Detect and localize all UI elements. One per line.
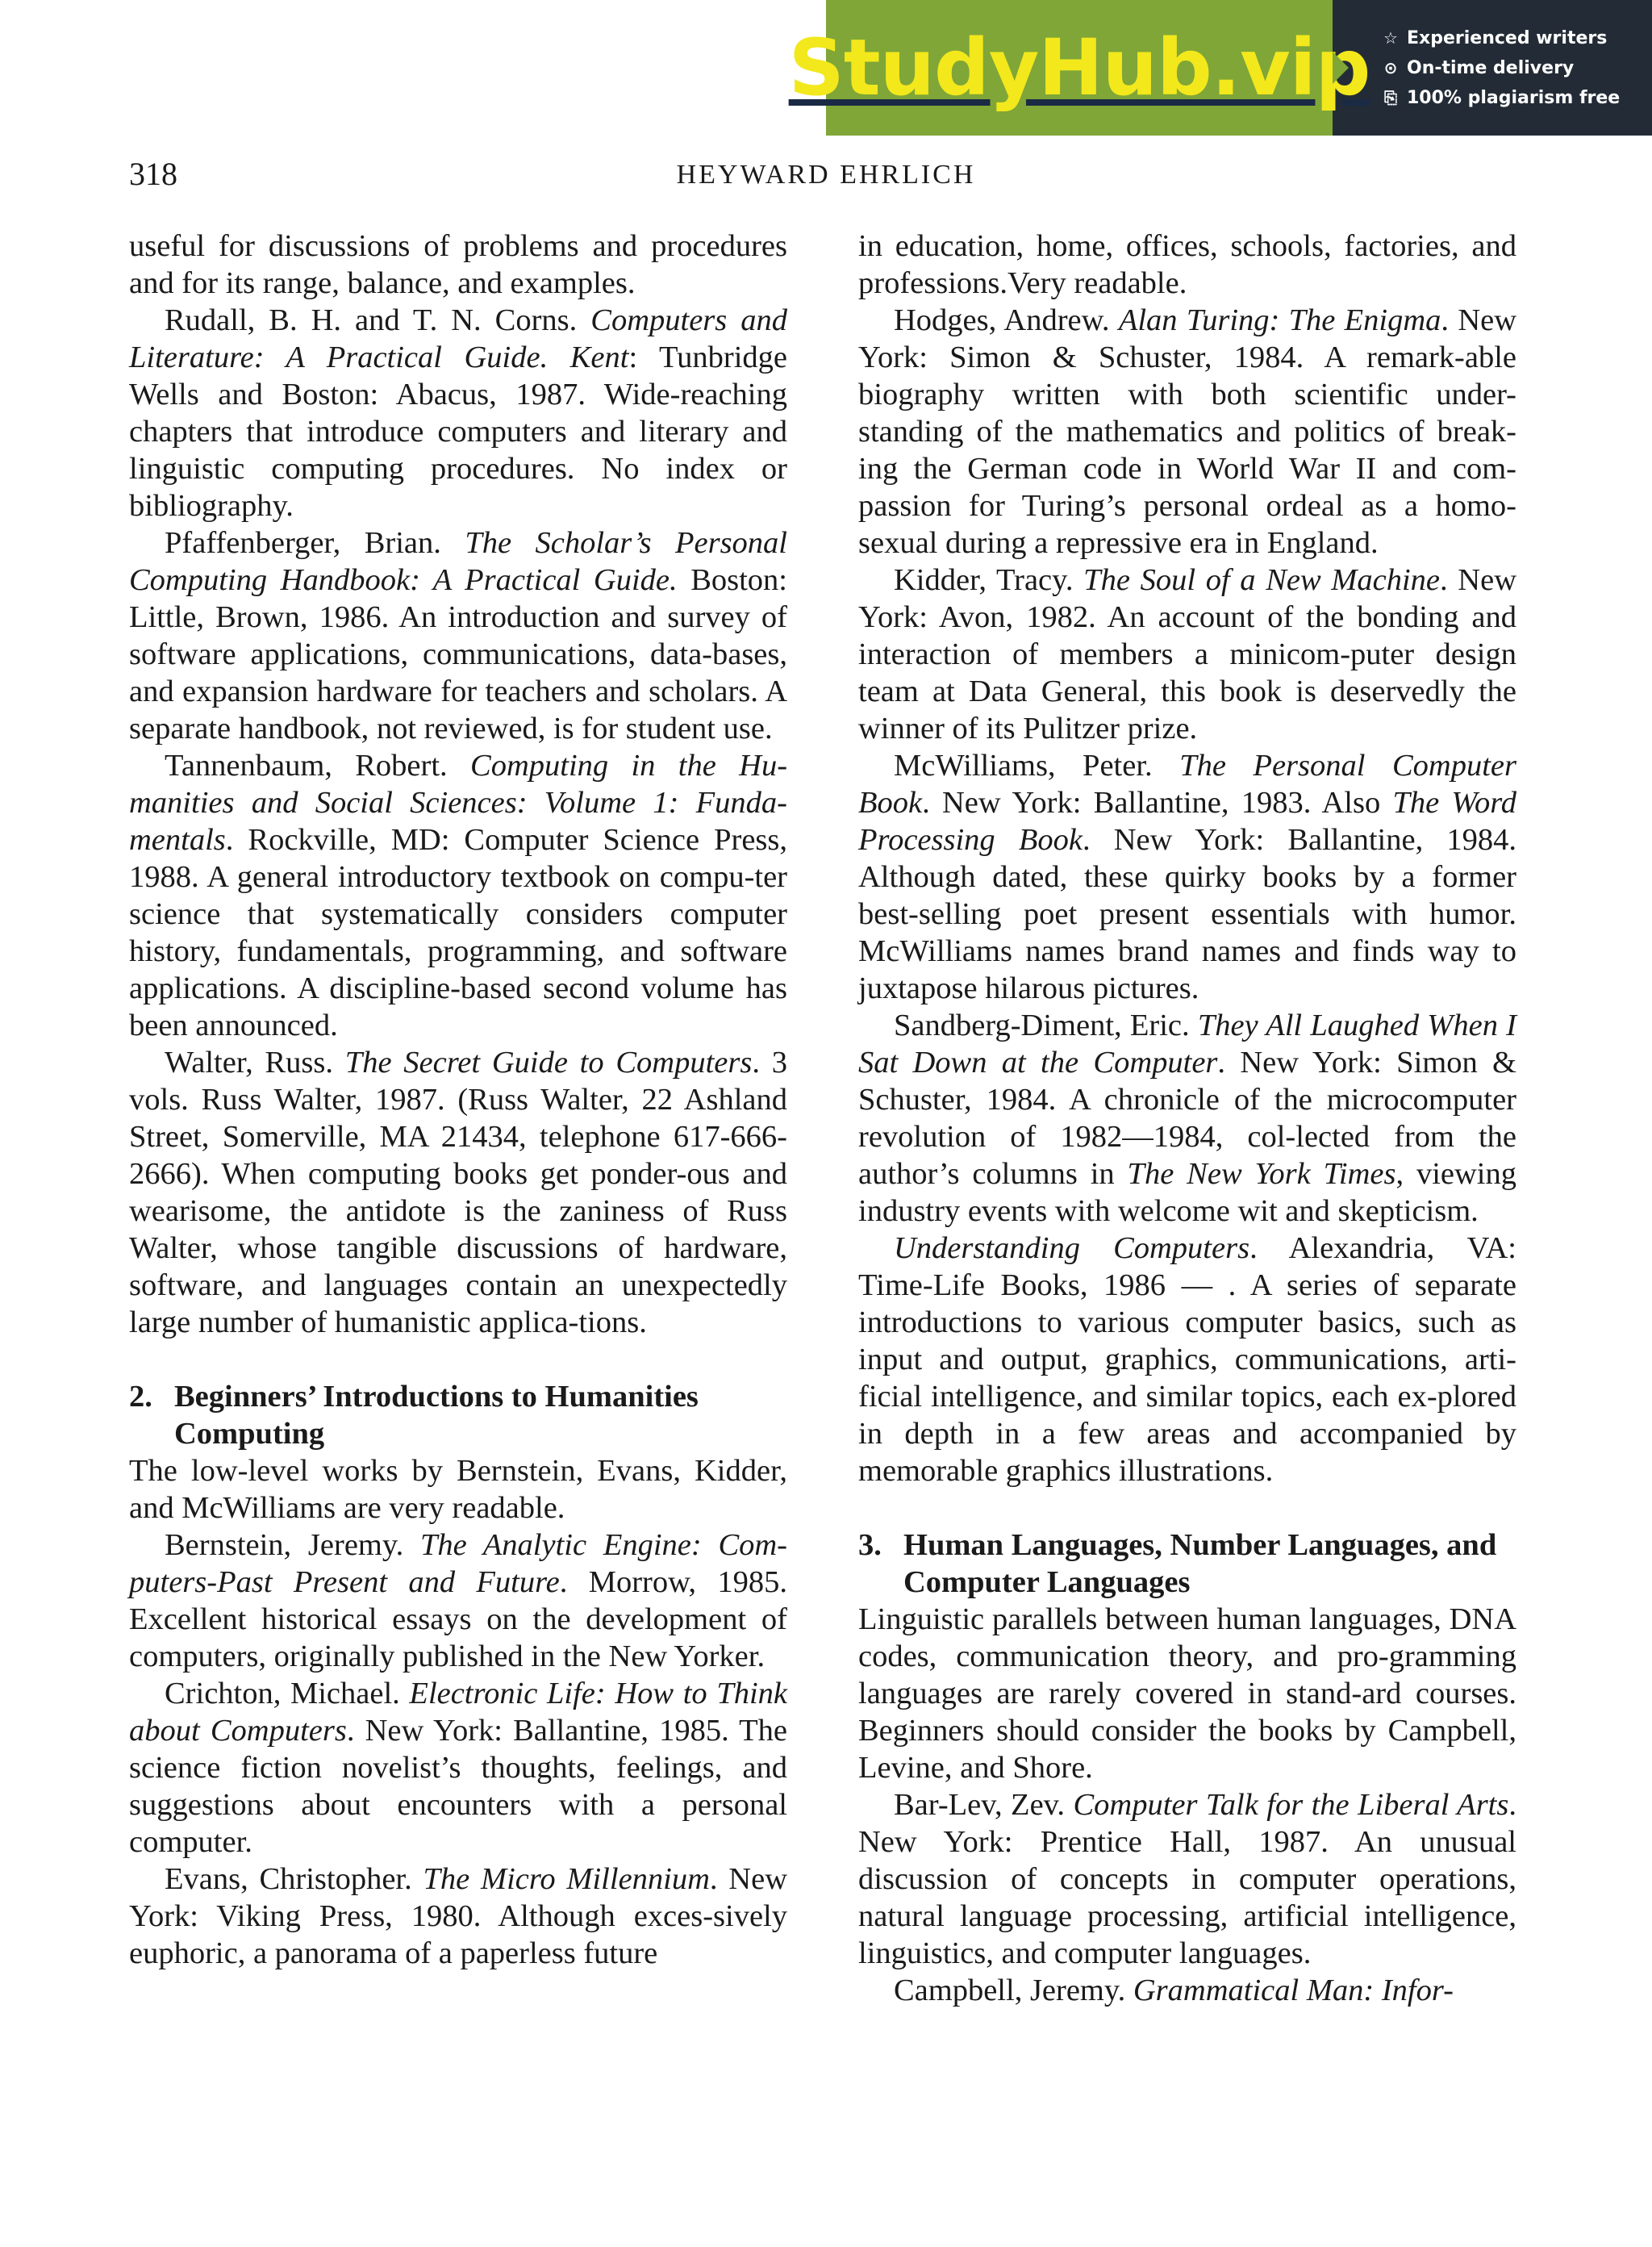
entry-title: The Micro Millennium <box>423 1862 710 1896</box>
section-intro: Linguistic parallels between human languages, DNA codes, communication theory, and pro-gramming languages are rarely covered in stand-ard courses. Beginners should consider the books by Campbell, Levine, and Shore. <box>858 1602 1516 1785</box>
paragraph: useful for discussions of problems and procedures and for its range, balance, and examples. <box>129 229 787 300</box>
ad-banner[interactable] <box>788 0 1652 136</box>
entry-text: . Alexandria, VA: Time-Life Books, 1986 — . A series of separate introductions to various computer basics, such as input and output, graphics, communications, arti-ficial intelligence, and similar topics, each ex-plored in depth in a few areas and accompanied by memorable graphics illustrations. <box>858 1231 1517 1488</box>
bib-entry-kidder <box>858 562 1516 747</box>
bib-entry-rudall <box>129 302 787 524</box>
star-icon: ☆ <box>1383 28 1398 48</box>
right-column <box>858 228 1516 2009</box>
running-head: HEYWARD EHRLICH <box>676 160 976 190</box>
document-icon: ⎘ <box>1384 88 1397 107</box>
entry-text: Boston: Little, Brown, 1986. An introduction and survey of software applications, communications, data-bases, and expansion hardware for teachers and scholars. A separate handbook, not reviewed, is for student use. <box>129 563 787 746</box>
feature-label: On-time delivery <box>1407 57 1575 78</box>
entry-author: Bernstein, Jeremy. <box>165 1528 404 1562</box>
entry-author: Sandberg-Diment, Eric. <box>894 1009 1190 1042</box>
section-number: 2. <box>129 1380 152 1414</box>
entry-text: . New York: Avon, 1982. An account of the bonding and interaction of members a minicom-puter design team at Data General, this book is deservedly the winner of its Pulitzer prize. <box>858 563 1516 746</box>
entry-text: . New York: Prentice Hall, 1987. An unusual discussion of concepts in computer operations, natural language processing, artificial intelligence, linguistics, and computer languages. <box>858 1788 1516 1970</box>
entry-author: Hodges, Andrew. <box>894 303 1110 337</box>
entry-text: . 3 vols. Russ Walter, 1987. (Russ Walter, 22 Ashland Street, Somerville, MA 21434, telephone 617-666-2666). When computing books get ponder-ous and wearisome, the antidote is the zaniness of Russ Walter, whose tangible discussions of hardware, software, and languages contain an unexpectedly large number of humanistic applica-tions. <box>129 1046 787 1339</box>
entry-text: . Morrow, 1985. Excellent historical essays on the development of computers, originally published in the New Yorker. <box>129 1565 787 1673</box>
bib-entry-hodges <box>858 302 1516 562</box>
entry-author: McWilliams, Peter. <box>894 749 1153 783</box>
bib-entry-bar-lev <box>858 1786 1516 1972</box>
entry-title: Understanding Computers <box>894 1231 1250 1265</box>
feature-experienced-writers <box>1381 28 1652 48</box>
bib-entry-tannenbaum <box>129 747 787 1044</box>
page-number: 318 <box>129 156 177 192</box>
banner-arrow-icon <box>1333 52 1349 84</box>
entry-title: Grammatical Man: Infor- <box>1133 1973 1454 2007</box>
entry-title: The Personal Computer Book <box>858 749 1516 820</box>
entry-text: . New York: Viking Press, 1980. Although exces-sively euphoric, a panorama of a paperless future <box>129 1862 787 1970</box>
bib-entry-understanding-computers <box>858 1230 1516 1489</box>
entry-title-secondary: The Word Processing Book <box>858 786 1517 857</box>
entry-title: The Scholar’s Personal Computing Handbook: A Practical Guide. <box>129 526 787 597</box>
bib-entry-crichton <box>129 1675 787 1861</box>
entry-text: . Rockville, MD: Computer Science Press, 1988. A general introductory textbook on compu-ter science that systematically considers computer history, fundamentals, programming, and software applications. A discipline-based second volume has been announced. <box>129 823 787 1042</box>
entry-text: . New York: Ballantine, 1983. Also <box>922 786 1381 820</box>
entry-author: Pfaffenberger, Brian. <box>165 526 441 560</box>
entry-title: Electronic Life: How to Think about Computers <box>129 1677 788 1748</box>
left-column <box>129 228 787 1972</box>
entry-title: Computing in the Hu-manities and Social Sciences: Volume 1: Funda-mentals <box>129 749 788 857</box>
feature-label: 100% plagiarism free <box>1407 87 1621 108</box>
banner-feature-list <box>1333 0 1652 136</box>
feature-plagiarism-free <box>1381 88 1652 108</box>
entry-title: The Analytic Engine: Com-puters-Past Present and Future <box>129 1528 787 1599</box>
entry-author: Campbell, Jeremy. <box>894 1973 1126 2007</box>
entry-title-secondary: The New York Times <box>1127 1157 1396 1191</box>
entry-author: Tannenbaum, Robert. <box>165 749 448 783</box>
entry-author: Evans, Christopher. <box>165 1862 412 1896</box>
entry-author: Rudall, B. H. and T. N. Corns. <box>165 303 578 337</box>
bib-entry-pfaffenberger <box>129 524 787 747</box>
entry-text: . New York: Ballantine, 1984. Although dated, these quirky books by a former best-selling poet present essentials with humor. McWilliams names brand names and finds way to juxtapose hilarous pictures. <box>858 823 1517 1005</box>
studyhub-logo[interactable] <box>788 0 1370 136</box>
bib-entry-campbell <box>858 1972 1516 2009</box>
section-intro: The low-level works by Bernstein, Evans, Kidder, and McWilliams are very readable. <box>129 1454 787 1525</box>
logo-text: StudyHub.vip <box>788 23 1370 113</box>
entry-author: Crichton, Michael. <box>165 1677 400 1710</box>
paragraph: in education, home, offices, schools, factories, and professions.Very readable. <box>858 229 1516 300</box>
entry-text: , viewing industry events with welcome wit and skepticism. <box>858 1157 1516 1228</box>
section-number: 3. <box>858 1528 882 1562</box>
entry-text: . New York: Ballantine, 1985. The science fiction novelist’s thoughts, feelings, and suggestions about encounters with a personal computer. <box>129 1714 788 1859</box>
entry-title: Computers and Literature: A Practical Guide. Kent <box>129 303 788 374</box>
bib-entry-bernstein <box>129 1527 787 1675</box>
entry-author: Kidder, Tracy. <box>894 563 1074 597</box>
section-title: Beginners’ Introductions to Humanities Computing <box>174 1380 699 1451</box>
section-title: Human Languages, Number Languages, and Computer Languages <box>903 1528 1497 1599</box>
entry-text: . New York: Simon & Schuster, 1984. A remark-able biography written with both scientific under-standing of the mathematics and politics of break-ing the German code in World War II and com-passion for Turing’s personal ordeal as a homo-sexual during a repressive era in England. <box>858 303 1517 560</box>
bib-entry-walter <box>129 1044 787 1341</box>
bib-entry-sandberg-diment <box>858 1007 1516 1230</box>
entry-title: Computer Talk for the Liberal Arts <box>1073 1788 1509 1822</box>
entry-title: The Soul of a New Machine <box>1083 563 1441 597</box>
entry-title: Alan Turing: The Enigma <box>1118 303 1441 337</box>
entry-title: The Secret Guide to Computers <box>344 1046 753 1080</box>
entry-author: Bar-Lev, Zev. <box>894 1788 1066 1822</box>
section-heading-3 <box>858 1527 1516 1601</box>
section-heading-2 <box>129 1378 787 1452</box>
clock-icon: ⊙ <box>1383 58 1398 77</box>
bib-entry-mcwilliams <box>858 747 1516 1007</box>
entry-text: . New York: Simon & Schuster, 1984. A chronicle of the microcomputer revolution of 1982—1984, col-lected from the author’s columns in <box>858 1046 1516 1191</box>
feature-label: Experienced writers <box>1407 27 1608 48</box>
bib-entry-evans <box>129 1861 787 1972</box>
entry-author: Walter, Russ. <box>165 1046 334 1080</box>
entry-title: They All Laughed When I Sat Down at the Computer <box>858 1009 1516 1080</box>
entry-text: : Tunbridge Wells and Boston: Abacus, 1987. Wide-reaching chapters that introduce computers and literary and linguistic computing procedures. No index or bibliography. <box>129 340 787 523</box>
feature-on-time-delivery <box>1381 58 1652 78</box>
